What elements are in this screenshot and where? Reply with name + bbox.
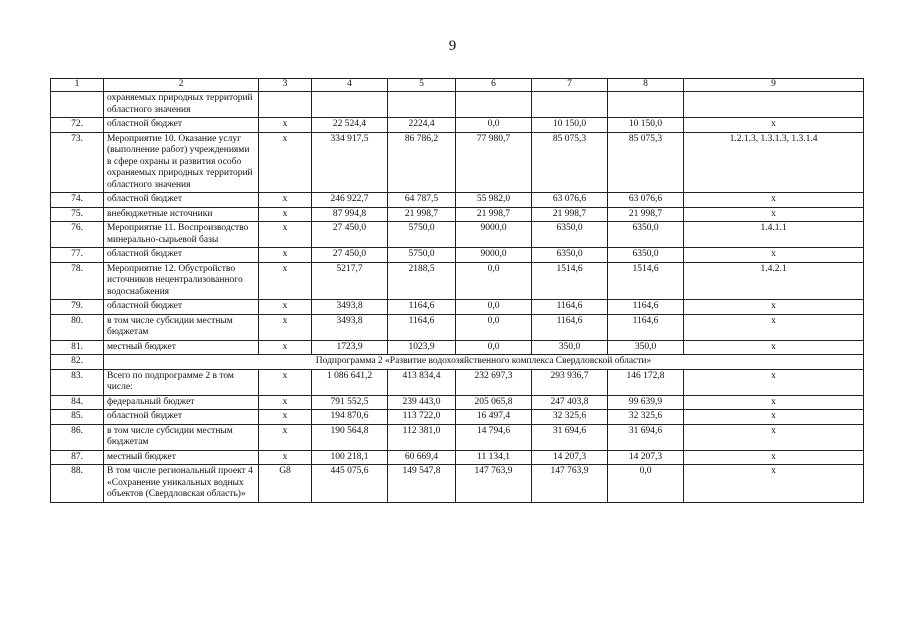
table-cell: х [684, 465, 864, 503]
table-cell: х [259, 262, 312, 300]
table-cell: 205 065,8 [456, 395, 532, 410]
table-cell: 31 694,6 [532, 424, 608, 450]
row-number: 87. [51, 450, 104, 465]
table-cell: х [259, 450, 312, 465]
table-cell: х [684, 118, 864, 133]
table-cell: 14 207,3 [532, 450, 608, 465]
row-description: Мероприятие 11. Воспроизводство минерально-сырьевой базы [104, 222, 259, 248]
table-cell: 2188,5 [388, 262, 456, 300]
table-cell: х [259, 314, 312, 340]
table-cell: х [684, 424, 864, 450]
table-cell: 1164,6 [532, 314, 608, 340]
row-description: областной бюджет [104, 118, 259, 133]
table-cell: 11 134,1 [456, 450, 532, 465]
table-cell: 334 917,5 [312, 132, 388, 193]
row-number: 80. [51, 314, 104, 340]
row-number: 78. [51, 262, 104, 300]
table-cell: 350,0 [608, 340, 684, 355]
row-number: 75. [51, 207, 104, 222]
table-cell: 232 697,3 [456, 369, 532, 395]
table-cell: 113 722,0 [388, 410, 456, 425]
table-cell: 190 564,8 [312, 424, 388, 450]
row-number: 73. [51, 132, 104, 193]
row-number [51, 92, 104, 118]
row-description: В том числе региональный проект 4 «Сохранение уникальных водных объектов (Свердловская область)» [104, 465, 259, 503]
table-row [51, 395, 864, 410]
column-header: 1 [51, 79, 104, 92]
table-row [51, 465, 864, 503]
table-cell: 77 980,7 [456, 132, 532, 193]
row-description: в том числе субсидии местным бюджетам [104, 424, 259, 450]
table-cell: 10 150,0 [608, 118, 684, 133]
table-cell: 55 982,0 [456, 193, 532, 208]
table-cell: х [684, 207, 864, 222]
table-cell: 0,0 [608, 465, 684, 503]
table-cell: 147 763,9 [532, 465, 608, 503]
table-row [51, 193, 864, 208]
table-cell: х [259, 248, 312, 263]
table-cell: х [259, 132, 312, 193]
table-cell: 32 325,6 [608, 410, 684, 425]
table-cell: 86 786,2 [388, 132, 456, 193]
table-row [51, 410, 864, 425]
table-cell: х [259, 300, 312, 315]
table-cell: 63 076,6 [608, 193, 684, 208]
table-cell: 413 834,4 [388, 369, 456, 395]
table-cell [456, 92, 532, 118]
table-cell: 21 998,7 [608, 207, 684, 222]
row-number: 81. [51, 340, 104, 355]
budget-table [50, 78, 864, 503]
table-cell: 246 922,7 [312, 193, 388, 208]
row-description: областной бюджет [104, 410, 259, 425]
table-cell: 1.4.1.1 [684, 222, 864, 248]
table-row [51, 222, 864, 248]
table-row [51, 424, 864, 450]
table-header-row [51, 79, 864, 92]
table-row [51, 207, 864, 222]
column-header: 3 [259, 79, 312, 92]
table-cell: 22 524,4 [312, 118, 388, 133]
table-cell: х [259, 193, 312, 208]
table-cell: 99 639,9 [608, 395, 684, 410]
row-description: федеральный бюджет [104, 395, 259, 410]
subprogram-row [51, 355, 864, 370]
table-cell: 0,0 [456, 118, 532, 133]
table-cell: 1723,9 [312, 340, 388, 355]
table-row [51, 369, 864, 395]
table-cell: 6350,0 [608, 248, 684, 263]
column-header: 7 [532, 79, 608, 92]
row-description: областной бюджет [104, 300, 259, 315]
table-cell: G8 [259, 465, 312, 503]
table-cell: 1.4.2.1 [684, 262, 864, 300]
table-cell: 6350,0 [532, 222, 608, 248]
row-description: охраняемых природных территорий областного значения [104, 92, 259, 118]
table-cell: х [259, 424, 312, 450]
table-cell: 146 172,8 [608, 369, 684, 395]
table-cell: х [684, 369, 864, 395]
table-cell: 5217,7 [312, 262, 388, 300]
table-cell [388, 92, 456, 118]
table-row [51, 118, 864, 133]
table-cell: х [259, 118, 312, 133]
table-row [51, 314, 864, 340]
table-cell: х [259, 410, 312, 425]
table-row [51, 340, 864, 355]
table-cell: 21 998,7 [532, 207, 608, 222]
table-cell: 3493,8 [312, 314, 388, 340]
table-cell: х [684, 410, 864, 425]
table-cell: 1164,6 [608, 314, 684, 340]
table-cell: 791 552,5 [312, 395, 388, 410]
table-cell: х [259, 340, 312, 355]
column-header: 8 [608, 79, 684, 92]
column-header: 5 [388, 79, 456, 92]
table-cell: 0,0 [456, 340, 532, 355]
table-cell [608, 92, 684, 118]
row-number: 79. [51, 300, 104, 315]
table-cell: х [684, 248, 864, 263]
table-cell: 0,0 [456, 262, 532, 300]
table-cell: 100 218,1 [312, 450, 388, 465]
table-cell: 1164,6 [388, 314, 456, 340]
table-row [51, 300, 864, 315]
table-cell: 60 669,4 [388, 450, 456, 465]
table-cell: 31 694,6 [608, 424, 684, 450]
table-cell: 64 787,5 [388, 193, 456, 208]
table-cell: 1 086 641,2 [312, 369, 388, 395]
table-row [51, 92, 864, 118]
row-number: 86. [51, 424, 104, 450]
table-cell: 350,0 [532, 340, 608, 355]
table-cell: 32 325,6 [532, 410, 608, 425]
table-cell: 293 936,7 [532, 369, 608, 395]
table-cell: 10 150,0 [532, 118, 608, 133]
table-cell [684, 92, 864, 118]
table-cell: 239 443,0 [388, 395, 456, 410]
table-cell: 1.2.1.3, 1.3.1.3, 1.3.1.4 [684, 132, 864, 193]
table-cell: 85 075,3 [608, 132, 684, 193]
row-number: 74. [51, 193, 104, 208]
column-header: 4 [312, 79, 388, 92]
row-description: Мероприятие 12. Обустройство источников нецентрализованного водоснабжения [104, 262, 259, 300]
table-cell: 1164,6 [608, 300, 684, 315]
table-cell: 149 547,8 [388, 465, 456, 503]
table-cell [259, 92, 312, 118]
page-number: 9 [448, 38, 457, 54]
table-cell: 0,0 [456, 314, 532, 340]
table-cell: 147 763,9 [456, 465, 532, 503]
table-cell [312, 92, 388, 118]
table-row [51, 248, 864, 263]
column-header: 9 [684, 79, 864, 92]
table-cell: х [684, 450, 864, 465]
table-cell: х [684, 314, 864, 340]
table-cell: 14 207,3 [608, 450, 684, 465]
row-number: 84. [51, 395, 104, 410]
table-cell: 445 075,6 [312, 465, 388, 503]
table-cell: х [259, 369, 312, 395]
row-description: внебюджетные источники [104, 207, 259, 222]
table-cell: 85 075,3 [532, 132, 608, 193]
row-description: областной бюджет [104, 193, 259, 208]
row-description: местный бюджет [104, 340, 259, 355]
row-number: 72. [51, 118, 104, 133]
table-cell: х [684, 395, 864, 410]
table-cell: 3493,8 [312, 300, 388, 315]
table-cell: х [684, 340, 864, 355]
table-cell: 1164,6 [388, 300, 456, 315]
table-cell: 0,0 [456, 300, 532, 315]
table-cell: 112 381,0 [388, 424, 456, 450]
table-cell: 1514,6 [532, 262, 608, 300]
table-cell: х [684, 300, 864, 315]
table-cell: 16 497,4 [456, 410, 532, 425]
table-cell: 27 450,0 [312, 222, 388, 248]
table-cell: х [684, 193, 864, 208]
table-cell: 14 794,6 [456, 424, 532, 450]
table-cell: 1164,6 [532, 300, 608, 315]
column-header: 2 [104, 79, 259, 92]
row-number: 82. [51, 355, 104, 370]
table-cell: 1023,9 [388, 340, 456, 355]
column-header: 6 [456, 79, 532, 92]
row-number: 88. [51, 465, 104, 503]
row-number: 77. [51, 248, 104, 263]
subprogram-title: Подпрограмма 2 «Развитие водохозяйственного комплекса Свердловской области» [104, 355, 864, 370]
row-number: 76. [51, 222, 104, 248]
table-cell: 21 998,7 [388, 207, 456, 222]
table-cell: 194 870,6 [312, 410, 388, 425]
row-description: в том числе субсидии местным бюджетам [104, 314, 259, 340]
table-cell: х [259, 207, 312, 222]
table-cell: 6350,0 [608, 222, 684, 248]
row-description: местный бюджет [104, 450, 259, 465]
table-cell: 6350,0 [532, 248, 608, 263]
table-cell: 2224,4 [388, 118, 456, 133]
table-row [51, 132, 864, 193]
table-row [51, 262, 864, 300]
table-cell: 63 076,6 [532, 193, 608, 208]
table-cell [532, 92, 608, 118]
table-row [51, 450, 864, 465]
row-number: 83. [51, 369, 104, 395]
table-cell: 27 450,0 [312, 248, 388, 263]
table-cell: 21 998,7 [456, 207, 532, 222]
table-cell: 87 994,8 [312, 207, 388, 222]
row-description: областной бюджет [104, 248, 259, 263]
table-cell: 5750,0 [388, 222, 456, 248]
row-number: 85. [51, 410, 104, 425]
table-cell: 1514,6 [608, 262, 684, 300]
row-description: Мероприятие 10. Оказание услуг (выполнение работ) учреждениями в сфере охраны и развития особо охраняемых природных территорий областного значения [104, 132, 259, 193]
table-cell: х [259, 395, 312, 410]
table-cell: х [259, 222, 312, 248]
row-description: Всего по подпрограмме 2 в том числе: [104, 369, 259, 395]
table-cell: 9000,0 [456, 222, 532, 248]
table-cell: 247 403,8 [532, 395, 608, 410]
table-cell: 5750,0 [388, 248, 456, 263]
table-cell: 9000,0 [456, 248, 532, 263]
